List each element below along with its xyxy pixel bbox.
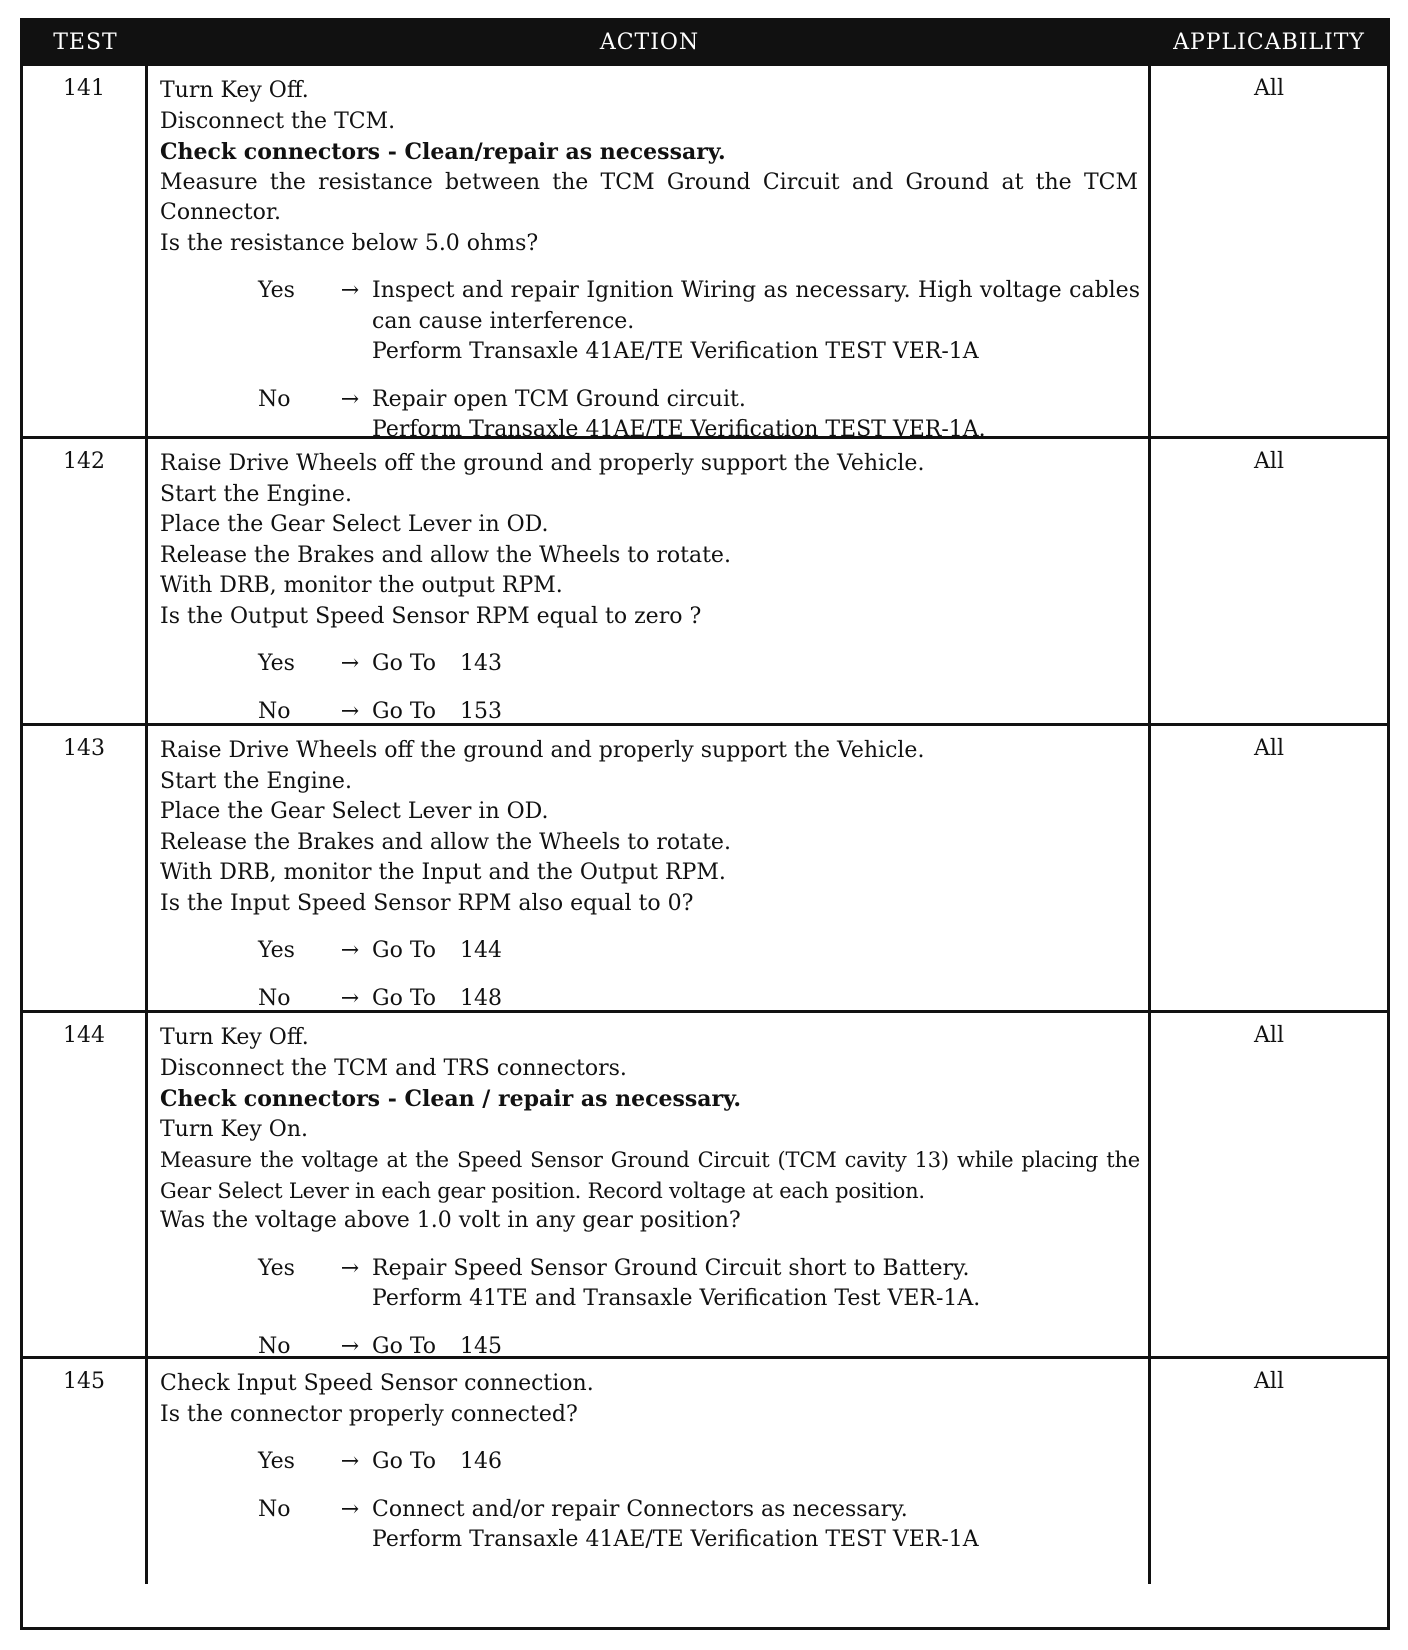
applicability-cell: All <box>1254 1023 1284 1048</box>
answer-yes <box>258 1447 1140 1478</box>
action-cell <box>148 66 1151 442</box>
answer-text-1: Repair open TCM Ground circuit. <box>372 386 746 412</box>
action-line: Place the Gear Select Lever in OD. <box>160 512 549 537</box>
action-line: Disconnect the TCM and TRS connectors. <box>160 1055 627 1081</box>
answer-no <box>258 697 1140 728</box>
action-line: Measure the resistance between the TCM Ground Circuit and Ground at the TCM Connector. <box>160 169 1138 225</box>
answer-key: Yes <box>258 1255 295 1281</box>
arrow-icon: → <box>340 651 360 676</box>
answer-key: No <box>258 985 291 1011</box>
table-row <box>23 1356 1387 1584</box>
table-row <box>23 63 1387 442</box>
action-line: Is the resistance below 5.0 ohms? <box>160 230 539 256</box>
diagnostic-table <box>20 18 1390 1630</box>
answer-yes <box>258 1254 1140 1315</box>
answer-yes <box>258 649 1140 680</box>
arrow-icon: → <box>340 1496 360 1522</box>
answer-key: Yes <box>258 278 295 303</box>
action-line: Raise Drive Wheels off the ground and properly support the Vehicle. <box>160 738 925 763</box>
goto-target: 145 <box>460 1333 503 1359</box>
table-header <box>23 21 1387 63</box>
goto-link[interactable] <box>372 1332 1140 1363</box>
action-line: Turn Key On. <box>160 1116 309 1142</box>
test-number: 145 <box>23 1359 148 1584</box>
applicability-cell: All <box>1254 736 1284 761</box>
goto-link[interactable] <box>372 936 1140 967</box>
arrow-icon: → <box>340 1255 360 1281</box>
goto-target: 146 <box>460 1449 503 1474</box>
applicability-cell: All <box>1254 1369 1284 1394</box>
answer-no <box>258 984 1140 1015</box>
header-test: TEST <box>53 29 118 55</box>
goto-label: Go To <box>372 1449 437 1474</box>
table-row <box>23 723 1387 1010</box>
action-cell <box>148 726 1151 1010</box>
answer-text-1: Connect and/or repair Connectors as necessary. <box>372 1496 908 1522</box>
action-line: Start the Engine. <box>160 768 352 794</box>
action-line: Is the Output Speed Sensor RPM equal to zero ? <box>160 603 702 629</box>
test-number: 142 <box>23 439 148 723</box>
action-line: Check connectors - Clean / repair as necessary. <box>160 1086 742 1112</box>
action-line: Release the Brakes and allow the Wheels to rotate. <box>160 542 731 568</box>
answer-no <box>258 1495 1140 1556</box>
action-line: Disconnect the TCM. <box>160 108 396 134</box>
goto-target: 143 <box>460 651 503 676</box>
goto-label: Go To <box>372 938 437 963</box>
action-line: Is the connector properly connected? <box>160 1401 578 1427</box>
action-line: With DRB, monitor the Input and the Output RPM. <box>160 860 726 885</box>
answer-text <box>372 1495 1140 1556</box>
action-line: Check connectors - Clean/repair as necessary. <box>160 139 726 165</box>
action-line: Release the Brakes and allow the Wheels to rotate. <box>160 829 731 855</box>
answer-text <box>372 385 1140 446</box>
test-number: 144 <box>23 1013 148 1356</box>
arrow-icon: → <box>340 1449 360 1474</box>
goto-link[interactable] <box>372 697 1140 728</box>
header-action: ACTION <box>599 29 700 55</box>
action-line: Turn Key Off. <box>160 1025 309 1050</box>
action-line: With DRB, monitor the output RPM. <box>160 573 563 598</box>
arrow-icon: → <box>340 698 360 724</box>
arrow-icon: → <box>340 1333 360 1359</box>
goto-link[interactable] <box>372 649 1140 680</box>
action-line: Was the voltage above 1.0 volt in any gear position? <box>160 1208 741 1233</box>
goto-label: Go To <box>372 985 437 1011</box>
header-applicability: APPLICABILITY <box>1173 29 1365 55</box>
answer-key: Yes <box>258 938 295 963</box>
answer-text <box>372 276 1140 368</box>
answer-text-2: Perform Transaxle 41AE/TE Verification TEST VER-1A <box>372 339 979 364</box>
answer-text-1: Repair Speed Sensor Ground Circuit short to Battery. <box>372 1255 970 1281</box>
answer-text-2: Perform 41TE and Transaxle Verification Test VER-1A. <box>372 1286 981 1311</box>
answer-text-2: Perform Transaxle 41AE/TE Verification TEST VER-1A. <box>372 417 986 442</box>
action-cell <box>148 439 1151 723</box>
answer-key: Yes <box>258 651 295 676</box>
action-cell <box>148 1359 1151 1584</box>
answer-no <box>258 385 1140 446</box>
action-line: Is the Input Speed Sensor RPM also equal to 0? <box>160 890 694 916</box>
goto-label: Go To <box>372 698 437 724</box>
action-line: Check Input Speed Sensor connection. <box>160 1371 594 1396</box>
goto-target: 148 <box>460 985 503 1011</box>
answer-yes <box>258 936 1140 967</box>
action-line: Start the Engine. <box>160 481 352 507</box>
answer-key: Yes <box>258 1449 295 1474</box>
answer-key: No <box>258 386 291 412</box>
answer-key: No <box>258 698 291 724</box>
goto-label: Go To <box>372 651 437 676</box>
answer-key: No <box>258 1496 291 1522</box>
action-line: Raise Drive Wheels off the ground and properly support the Vehicle. <box>160 451 925 476</box>
answer-yes <box>258 276 1140 368</box>
answer-text <box>372 1254 1140 1315</box>
arrow-icon: → <box>340 985 360 1011</box>
action-line: Measure the voltage at the Speed Sensor Ground Circuit (TCM cavity 13) while placing the Gear Select Lever in each gear position. Record voltage at each position. <box>160 1148 1140 1203</box>
test-number: 143 <box>23 726 148 1010</box>
arrow-icon: → <box>340 278 360 303</box>
action-cell <box>148 1013 1151 1359</box>
test-number: 141 <box>23 66 148 436</box>
goto-label: Go To <box>372 1333 437 1359</box>
goto-target: 144 <box>460 938 503 963</box>
answer-no <box>258 1332 1140 1363</box>
answer-key: No <box>258 1333 291 1359</box>
applicability-cell: All <box>1254 76 1284 101</box>
goto-target: 153 <box>460 698 503 724</box>
answer-text-1: Inspect and repair Ignition Wiring as necessary. High voltage cables can cause interference. <box>372 278 1140 334</box>
arrow-icon: → <box>340 938 360 963</box>
goto-link[interactable] <box>372 1447 1140 1478</box>
action-line: Turn Key Off. <box>160 78 309 103</box>
table-row <box>23 436 1387 723</box>
table-row <box>23 1010 1387 1359</box>
action-line: Place the Gear Select Lever in OD. <box>160 799 549 824</box>
answer-text-2: Perform Transaxle 41AE/TE Verification TEST VER-1A <box>372 1527 979 1552</box>
arrow-icon: → <box>340 386 360 412</box>
goto-link[interactable] <box>372 984 1140 1015</box>
applicability-cell: All <box>1254 449 1284 474</box>
